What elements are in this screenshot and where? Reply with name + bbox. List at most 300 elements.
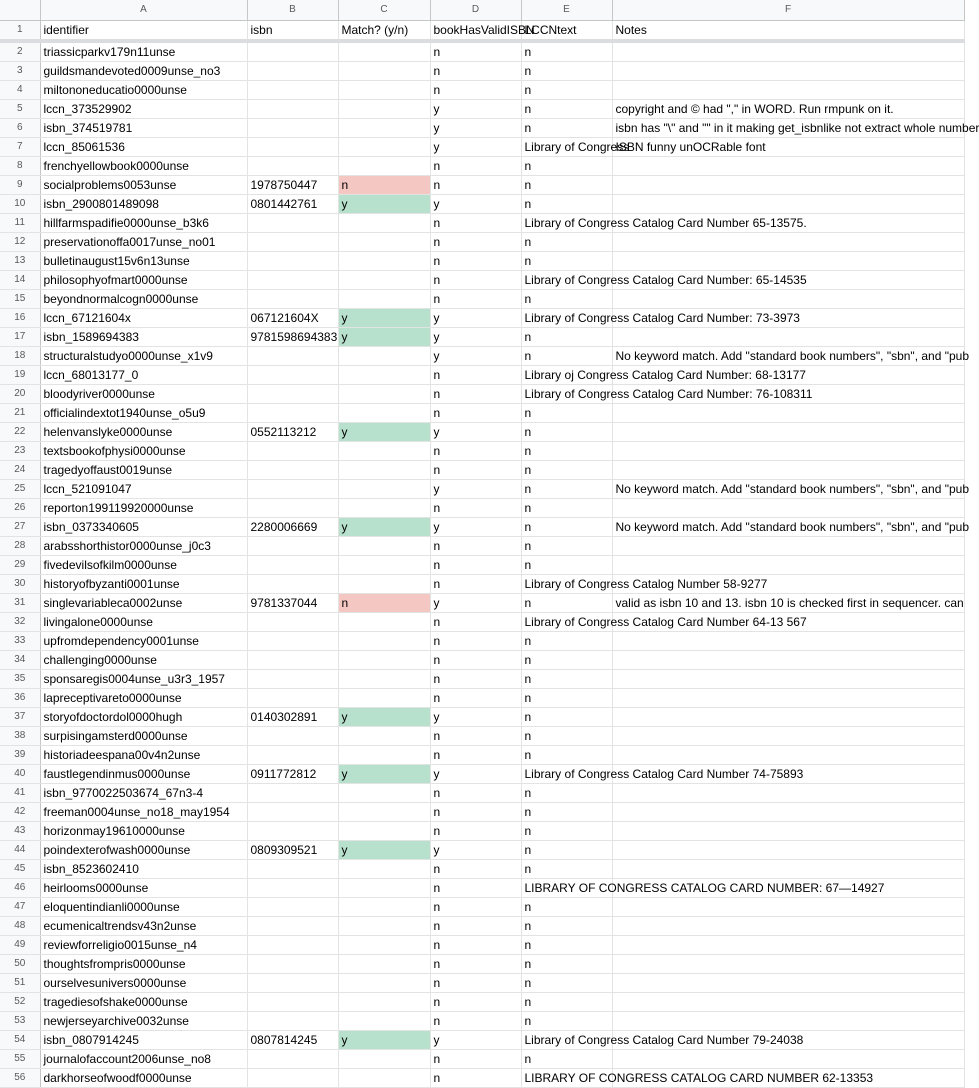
cell-lccn[interactable] xyxy=(521,822,612,841)
cell-identifier[interactable] xyxy=(40,385,247,404)
cell-match[interactable] xyxy=(338,347,430,366)
cell-identifier[interactable] xyxy=(40,594,247,613)
row-number[interactable] xyxy=(0,385,40,404)
cell-lccn[interactable] xyxy=(521,138,612,157)
cell-valid[interactable] xyxy=(430,233,521,252)
cell-lccn[interactable] xyxy=(521,100,612,119)
cell-identifier[interactable] xyxy=(40,556,247,575)
cell-valid[interactable] xyxy=(430,81,521,100)
row-number[interactable] xyxy=(0,613,40,632)
cell-lccn[interactable] xyxy=(521,613,612,632)
cell-valid[interactable] xyxy=(430,328,521,347)
cell-match[interactable] xyxy=(338,62,430,81)
cell-identifier[interactable] xyxy=(40,499,247,518)
cell-valid[interactable] xyxy=(430,670,521,689)
cell-notes[interactable] xyxy=(612,974,964,993)
cell-valid[interactable] xyxy=(430,404,521,423)
cell-isbn[interactable] xyxy=(247,746,338,765)
cell-isbn[interactable] xyxy=(247,1031,338,1050)
row-number[interactable] xyxy=(0,518,40,537)
cell-identifier[interactable] xyxy=(40,632,247,651)
cell-identifier[interactable] xyxy=(40,423,247,442)
row-number[interactable] xyxy=(0,41,40,62)
row-number[interactable] xyxy=(0,936,40,955)
cell-valid[interactable] xyxy=(430,176,521,195)
cell-isbn[interactable] xyxy=(247,176,338,195)
cell-identifier[interactable] xyxy=(40,366,247,385)
cell-match[interactable] xyxy=(338,442,430,461)
cell-identifier[interactable] xyxy=(40,613,247,632)
cell-identifier[interactable] xyxy=(40,727,247,746)
header-cell-notes[interactable]: Notes xyxy=(612,21,964,42)
cell-valid[interactable] xyxy=(430,708,521,727)
cell-identifier[interactable] xyxy=(40,651,247,670)
cell-isbn[interactable] xyxy=(247,727,338,746)
cell-valid[interactable] xyxy=(430,1031,521,1050)
cell-identifier[interactable] xyxy=(40,252,247,271)
cell-match[interactable] xyxy=(338,708,430,727)
row-number[interactable] xyxy=(0,328,40,347)
cell-valid[interactable] xyxy=(430,442,521,461)
row-number[interactable] xyxy=(0,822,40,841)
cell-notes[interactable] xyxy=(612,1050,964,1069)
cell-isbn[interactable] xyxy=(247,233,338,252)
cell-identifier[interactable] xyxy=(40,62,247,81)
cell-identifier[interactable] xyxy=(40,974,247,993)
cell-notes[interactable] xyxy=(612,404,964,423)
cell-isbn[interactable] xyxy=(247,841,338,860)
row-number[interactable]: 1 xyxy=(0,21,40,42)
cell-match[interactable] xyxy=(338,841,430,860)
cell-isbn[interactable] xyxy=(247,195,338,214)
column-header-f[interactable]: F xyxy=(612,0,964,21)
cell-notes[interactable] xyxy=(612,499,964,518)
cell-match[interactable] xyxy=(338,271,430,290)
cell-match[interactable] xyxy=(338,423,430,442)
cell-valid[interactable] xyxy=(430,765,521,784)
cell-lccn[interactable] xyxy=(521,651,612,670)
cell-lccn[interactable] xyxy=(521,309,612,328)
cell-notes[interactable] xyxy=(612,176,964,195)
cell-isbn[interactable] xyxy=(247,499,338,518)
row-number[interactable] xyxy=(0,214,40,233)
cell-lccn[interactable] xyxy=(521,689,612,708)
cell-lccn[interactable] xyxy=(521,879,612,898)
cell-identifier[interactable] xyxy=(40,518,247,537)
cell-notes[interactable] xyxy=(612,803,964,822)
cell-match[interactable] xyxy=(338,594,430,613)
cell-identifier[interactable] xyxy=(40,119,247,138)
cell-match[interactable] xyxy=(338,138,430,157)
cell-isbn[interactable] xyxy=(247,119,338,138)
cell-valid[interactable] xyxy=(430,613,521,632)
cell-valid[interactable] xyxy=(430,157,521,176)
cell-valid[interactable] xyxy=(430,746,521,765)
cell-identifier[interactable] xyxy=(40,784,247,803)
cell-match[interactable] xyxy=(338,290,430,309)
cell-valid[interactable] xyxy=(430,366,521,385)
cell-isbn[interactable] xyxy=(247,404,338,423)
cell-identifier[interactable] xyxy=(40,1031,247,1050)
cell-valid[interactable] xyxy=(430,385,521,404)
row-number[interactable] xyxy=(0,556,40,575)
row-number[interactable] xyxy=(0,119,40,138)
row-number[interactable] xyxy=(0,62,40,81)
row-number[interactable] xyxy=(0,252,40,271)
row-number[interactable] xyxy=(0,651,40,670)
cell-notes[interactable] xyxy=(612,233,964,252)
row-number[interactable] xyxy=(0,784,40,803)
cell-identifier[interactable] xyxy=(40,898,247,917)
cell-valid[interactable] xyxy=(430,784,521,803)
row-number[interactable] xyxy=(0,917,40,936)
cell-identifier[interactable] xyxy=(40,841,247,860)
cell-valid[interactable] xyxy=(430,575,521,594)
cell-lccn[interactable] xyxy=(521,727,612,746)
cell-match[interactable] xyxy=(338,195,430,214)
cell-match[interactable] xyxy=(338,575,430,594)
cell-isbn[interactable] xyxy=(247,651,338,670)
row-number[interactable] xyxy=(0,575,40,594)
cell-notes[interactable] xyxy=(612,195,964,214)
cell-isbn[interactable] xyxy=(247,917,338,936)
cell-match[interactable] xyxy=(338,157,430,176)
cell-notes[interactable] xyxy=(612,461,964,480)
cell-valid[interactable] xyxy=(430,917,521,936)
cell-identifier[interactable] xyxy=(40,41,247,62)
row-number[interactable] xyxy=(0,271,40,290)
cell-isbn[interactable] xyxy=(247,784,338,803)
cell-isbn[interactable] xyxy=(247,62,338,81)
cell-match[interactable] xyxy=(338,613,430,632)
cell-match[interactable] xyxy=(338,689,430,708)
cell-lccn[interactable] xyxy=(521,195,612,214)
cell-isbn[interactable] xyxy=(247,689,338,708)
cell-identifier[interactable] xyxy=(40,480,247,499)
cell-notes[interactable] xyxy=(612,594,964,613)
cell-match[interactable] xyxy=(338,1012,430,1031)
cell-identifier[interactable] xyxy=(40,347,247,366)
cell-notes[interactable] xyxy=(612,328,964,347)
cell-isbn[interactable] xyxy=(247,252,338,271)
cell-identifier[interactable] xyxy=(40,1050,247,1069)
cell-isbn[interactable] xyxy=(247,765,338,784)
cell-notes[interactable] xyxy=(612,138,964,157)
cell-match[interactable] xyxy=(338,879,430,898)
cell-valid[interactable] xyxy=(430,423,521,442)
cell-match[interactable] xyxy=(338,822,430,841)
cell-isbn[interactable] xyxy=(247,214,338,233)
cell-valid[interactable] xyxy=(430,119,521,138)
cell-lccn[interactable] xyxy=(521,271,612,290)
cell-notes[interactable] xyxy=(612,347,964,366)
cell-notes[interactable] xyxy=(612,841,964,860)
cell-isbn[interactable] xyxy=(247,670,338,689)
cell-match[interactable] xyxy=(338,1069,430,1088)
cell-isbn[interactable] xyxy=(247,41,338,62)
row-number[interactable] xyxy=(0,81,40,100)
cell-valid[interactable] xyxy=(430,860,521,879)
row-number[interactable] xyxy=(0,708,40,727)
cell-lccn[interactable] xyxy=(521,670,612,689)
row-number[interactable] xyxy=(0,100,40,119)
cell-match[interactable] xyxy=(338,746,430,765)
cell-notes[interactable] xyxy=(612,651,964,670)
cell-match[interactable] xyxy=(338,860,430,879)
cell-isbn[interactable] xyxy=(247,100,338,119)
cell-match[interactable] xyxy=(338,328,430,347)
cell-match[interactable] xyxy=(338,556,430,575)
cell-valid[interactable] xyxy=(430,100,521,119)
cell-lccn[interactable] xyxy=(521,328,612,347)
cell-match[interactable] xyxy=(338,917,430,936)
cell-isbn[interactable] xyxy=(247,575,338,594)
cell-notes[interactable] xyxy=(612,955,964,974)
cell-match[interactable] xyxy=(338,1050,430,1069)
cell-lccn[interactable] xyxy=(521,1069,612,1088)
cell-match[interactable] xyxy=(338,518,430,537)
cell-match[interactable] xyxy=(338,537,430,556)
cell-lccn[interactable] xyxy=(521,480,612,499)
cell-lccn[interactable] xyxy=(521,62,612,81)
row-number[interactable] xyxy=(0,404,40,423)
cell-notes[interactable] xyxy=(612,100,964,119)
cell-match[interactable] xyxy=(338,480,430,499)
cell-match[interactable] xyxy=(338,309,430,328)
cell-identifier[interactable] xyxy=(40,309,247,328)
cell-lccn[interactable] xyxy=(521,993,612,1012)
cell-identifier[interactable] xyxy=(40,993,247,1012)
cell-valid[interactable] xyxy=(430,537,521,556)
row-number[interactable] xyxy=(0,461,40,480)
cell-notes[interactable] xyxy=(612,727,964,746)
cell-isbn[interactable] xyxy=(247,803,338,822)
cell-match[interactable] xyxy=(338,632,430,651)
cell-identifier[interactable] xyxy=(40,271,247,290)
cell-isbn[interactable] xyxy=(247,860,338,879)
row-number[interactable] xyxy=(0,290,40,309)
cell-identifier[interactable] xyxy=(40,290,247,309)
row-number[interactable] xyxy=(0,1012,40,1031)
row-number[interactable] xyxy=(0,860,40,879)
cell-identifier[interactable] xyxy=(40,461,247,480)
cell-valid[interactable] xyxy=(430,480,521,499)
cell-lccn[interactable] xyxy=(521,632,612,651)
cell-isbn[interactable] xyxy=(247,822,338,841)
row-number[interactable] xyxy=(0,632,40,651)
cell-identifier[interactable] xyxy=(40,879,247,898)
cell-match[interactable] xyxy=(338,670,430,689)
cell-notes[interactable] xyxy=(612,252,964,271)
cell-match[interactable] xyxy=(338,955,430,974)
cell-lccn[interactable] xyxy=(521,499,612,518)
cell-isbn[interactable] xyxy=(247,1012,338,1031)
row-number[interactable] xyxy=(0,480,40,499)
cell-match[interactable] xyxy=(338,1031,430,1050)
row-number[interactable] xyxy=(0,689,40,708)
cell-valid[interactable] xyxy=(430,841,521,860)
cell-lccn[interactable] xyxy=(521,575,612,594)
cell-lccn[interactable] xyxy=(521,518,612,537)
cell-identifier[interactable] xyxy=(40,100,247,119)
cell-valid[interactable] xyxy=(430,499,521,518)
header-cell-isbn[interactable]: isbn xyxy=(247,21,338,42)
cell-identifier[interactable] xyxy=(40,404,247,423)
row-number[interactable] xyxy=(0,366,40,385)
cell-lccn[interactable] xyxy=(521,252,612,271)
cell-notes[interactable] xyxy=(612,632,964,651)
cell-isbn[interactable] xyxy=(247,385,338,404)
cell-isbn[interactable] xyxy=(247,613,338,632)
cell-lccn[interactable] xyxy=(521,1031,612,1050)
row-number[interactable] xyxy=(0,1050,40,1069)
row-number[interactable] xyxy=(0,765,40,784)
cell-identifier[interactable] xyxy=(40,1069,247,1088)
cell-identifier[interactable] xyxy=(40,917,247,936)
cell-lccn[interactable] xyxy=(521,423,612,442)
cell-lccn[interactable] xyxy=(521,81,612,100)
cell-identifier[interactable] xyxy=(40,689,247,708)
cell-match[interactable] xyxy=(338,727,430,746)
cell-valid[interactable] xyxy=(430,195,521,214)
cell-valid[interactable] xyxy=(430,518,521,537)
cell-match[interactable] xyxy=(338,214,430,233)
cell-notes[interactable] xyxy=(612,81,964,100)
cell-notes[interactable] xyxy=(612,556,964,575)
cell-isbn[interactable] xyxy=(247,366,338,385)
row-number[interactable] xyxy=(0,727,40,746)
cell-lccn[interactable] xyxy=(521,176,612,195)
cell-match[interactable] xyxy=(338,100,430,119)
row-number[interactable] xyxy=(0,499,40,518)
header-cell-valid[interactable]: bookHasValidISBN xyxy=(430,21,521,42)
cell-match[interactable] xyxy=(338,461,430,480)
cell-isbn[interactable] xyxy=(247,81,338,100)
cell-valid[interactable] xyxy=(430,1069,521,1088)
cell-notes[interactable] xyxy=(612,290,964,309)
row-number[interactable] xyxy=(0,898,40,917)
cell-lccn[interactable] xyxy=(521,119,612,138)
row-number[interactable] xyxy=(0,176,40,195)
cell-notes[interactable] xyxy=(612,689,964,708)
row-number[interactable] xyxy=(0,1031,40,1050)
cell-notes[interactable] xyxy=(612,898,964,917)
cell-notes[interactable] xyxy=(612,746,964,765)
cell-isbn[interactable] xyxy=(247,594,338,613)
row-number[interactable] xyxy=(0,138,40,157)
cell-valid[interactable] xyxy=(430,993,521,1012)
cell-valid[interactable] xyxy=(430,214,521,233)
cell-isbn[interactable] xyxy=(247,157,338,176)
row-number[interactable] xyxy=(0,442,40,461)
cell-lccn[interactable] xyxy=(521,461,612,480)
row-number[interactable] xyxy=(0,195,40,214)
cell-notes[interactable] xyxy=(612,480,964,499)
cell-valid[interactable] xyxy=(430,138,521,157)
cell-valid[interactable] xyxy=(430,556,521,575)
cell-identifier[interactable] xyxy=(40,746,247,765)
cell-match[interactable] xyxy=(338,366,430,385)
cell-lccn[interactable] xyxy=(521,157,612,176)
cell-valid[interactable] xyxy=(430,689,521,708)
cell-match[interactable] xyxy=(338,252,430,271)
cell-notes[interactable] xyxy=(612,670,964,689)
cell-match[interactable] xyxy=(338,784,430,803)
cell-match[interactable] xyxy=(338,765,430,784)
cell-match[interactable] xyxy=(338,119,430,138)
header-cell-match[interactable]: Match? (y/n) xyxy=(338,21,430,42)
cell-notes[interactable] xyxy=(612,442,964,461)
cell-lccn[interactable] xyxy=(521,917,612,936)
cell-lccn[interactable] xyxy=(521,556,612,575)
cell-isbn[interactable] xyxy=(247,423,338,442)
cell-notes[interactable] xyxy=(612,860,964,879)
row-number[interactable] xyxy=(0,746,40,765)
cell-isbn[interactable] xyxy=(247,518,338,537)
cell-lccn[interactable] xyxy=(521,860,612,879)
cell-match[interactable] xyxy=(338,651,430,670)
cell-lccn[interactable] xyxy=(521,214,612,233)
row-number[interactable] xyxy=(0,423,40,442)
cell-identifier[interactable] xyxy=(40,195,247,214)
cell-notes[interactable] xyxy=(612,518,964,537)
cell-identifier[interactable] xyxy=(40,214,247,233)
cell-notes[interactable] xyxy=(612,936,964,955)
header-cell-lccn[interactable]: LCCNtext xyxy=(521,21,612,42)
cell-isbn[interactable] xyxy=(247,879,338,898)
cell-match[interactable] xyxy=(338,974,430,993)
cell-identifier[interactable] xyxy=(40,81,247,100)
column-header-a[interactable]: A xyxy=(40,0,247,21)
cell-valid[interactable] xyxy=(430,62,521,81)
row-number[interactable] xyxy=(0,309,40,328)
column-header-d[interactable]: D xyxy=(430,0,521,21)
cell-valid[interactable] xyxy=(430,1050,521,1069)
cell-isbn[interactable] xyxy=(247,461,338,480)
cell-match[interactable] xyxy=(338,41,430,62)
cell-match[interactable] xyxy=(338,233,430,252)
cell-lccn[interactable] xyxy=(521,841,612,860)
cell-identifier[interactable] xyxy=(40,575,247,594)
cell-valid[interactable] xyxy=(430,803,521,822)
cell-identifier[interactable] xyxy=(40,803,247,822)
cell-valid[interactable] xyxy=(430,271,521,290)
cell-isbn[interactable] xyxy=(247,537,338,556)
cell-match[interactable] xyxy=(338,404,430,423)
cell-match[interactable] xyxy=(338,898,430,917)
cell-notes[interactable] xyxy=(612,784,964,803)
cell-valid[interactable] xyxy=(430,898,521,917)
cell-match[interactable] xyxy=(338,176,430,195)
cell-notes[interactable] xyxy=(612,708,964,727)
cell-lccn[interactable] xyxy=(521,537,612,556)
select-all-corner[interactable] xyxy=(0,0,40,21)
column-header-b[interactable]: B xyxy=(247,0,338,21)
cell-isbn[interactable] xyxy=(247,1069,338,1088)
cell-lccn[interactable] xyxy=(521,898,612,917)
cell-lccn[interactable] xyxy=(521,385,612,404)
cell-notes[interactable] xyxy=(612,993,964,1012)
cell-isbn[interactable] xyxy=(247,708,338,727)
cell-valid[interactable] xyxy=(430,879,521,898)
cell-valid[interactable] xyxy=(430,461,521,480)
row-number[interactable] xyxy=(0,1069,40,1088)
cell-isbn[interactable] xyxy=(247,632,338,651)
cell-valid[interactable] xyxy=(430,290,521,309)
cell-lccn[interactable] xyxy=(521,708,612,727)
cell-lccn[interactable] xyxy=(521,41,612,62)
cell-valid[interactable] xyxy=(430,252,521,271)
